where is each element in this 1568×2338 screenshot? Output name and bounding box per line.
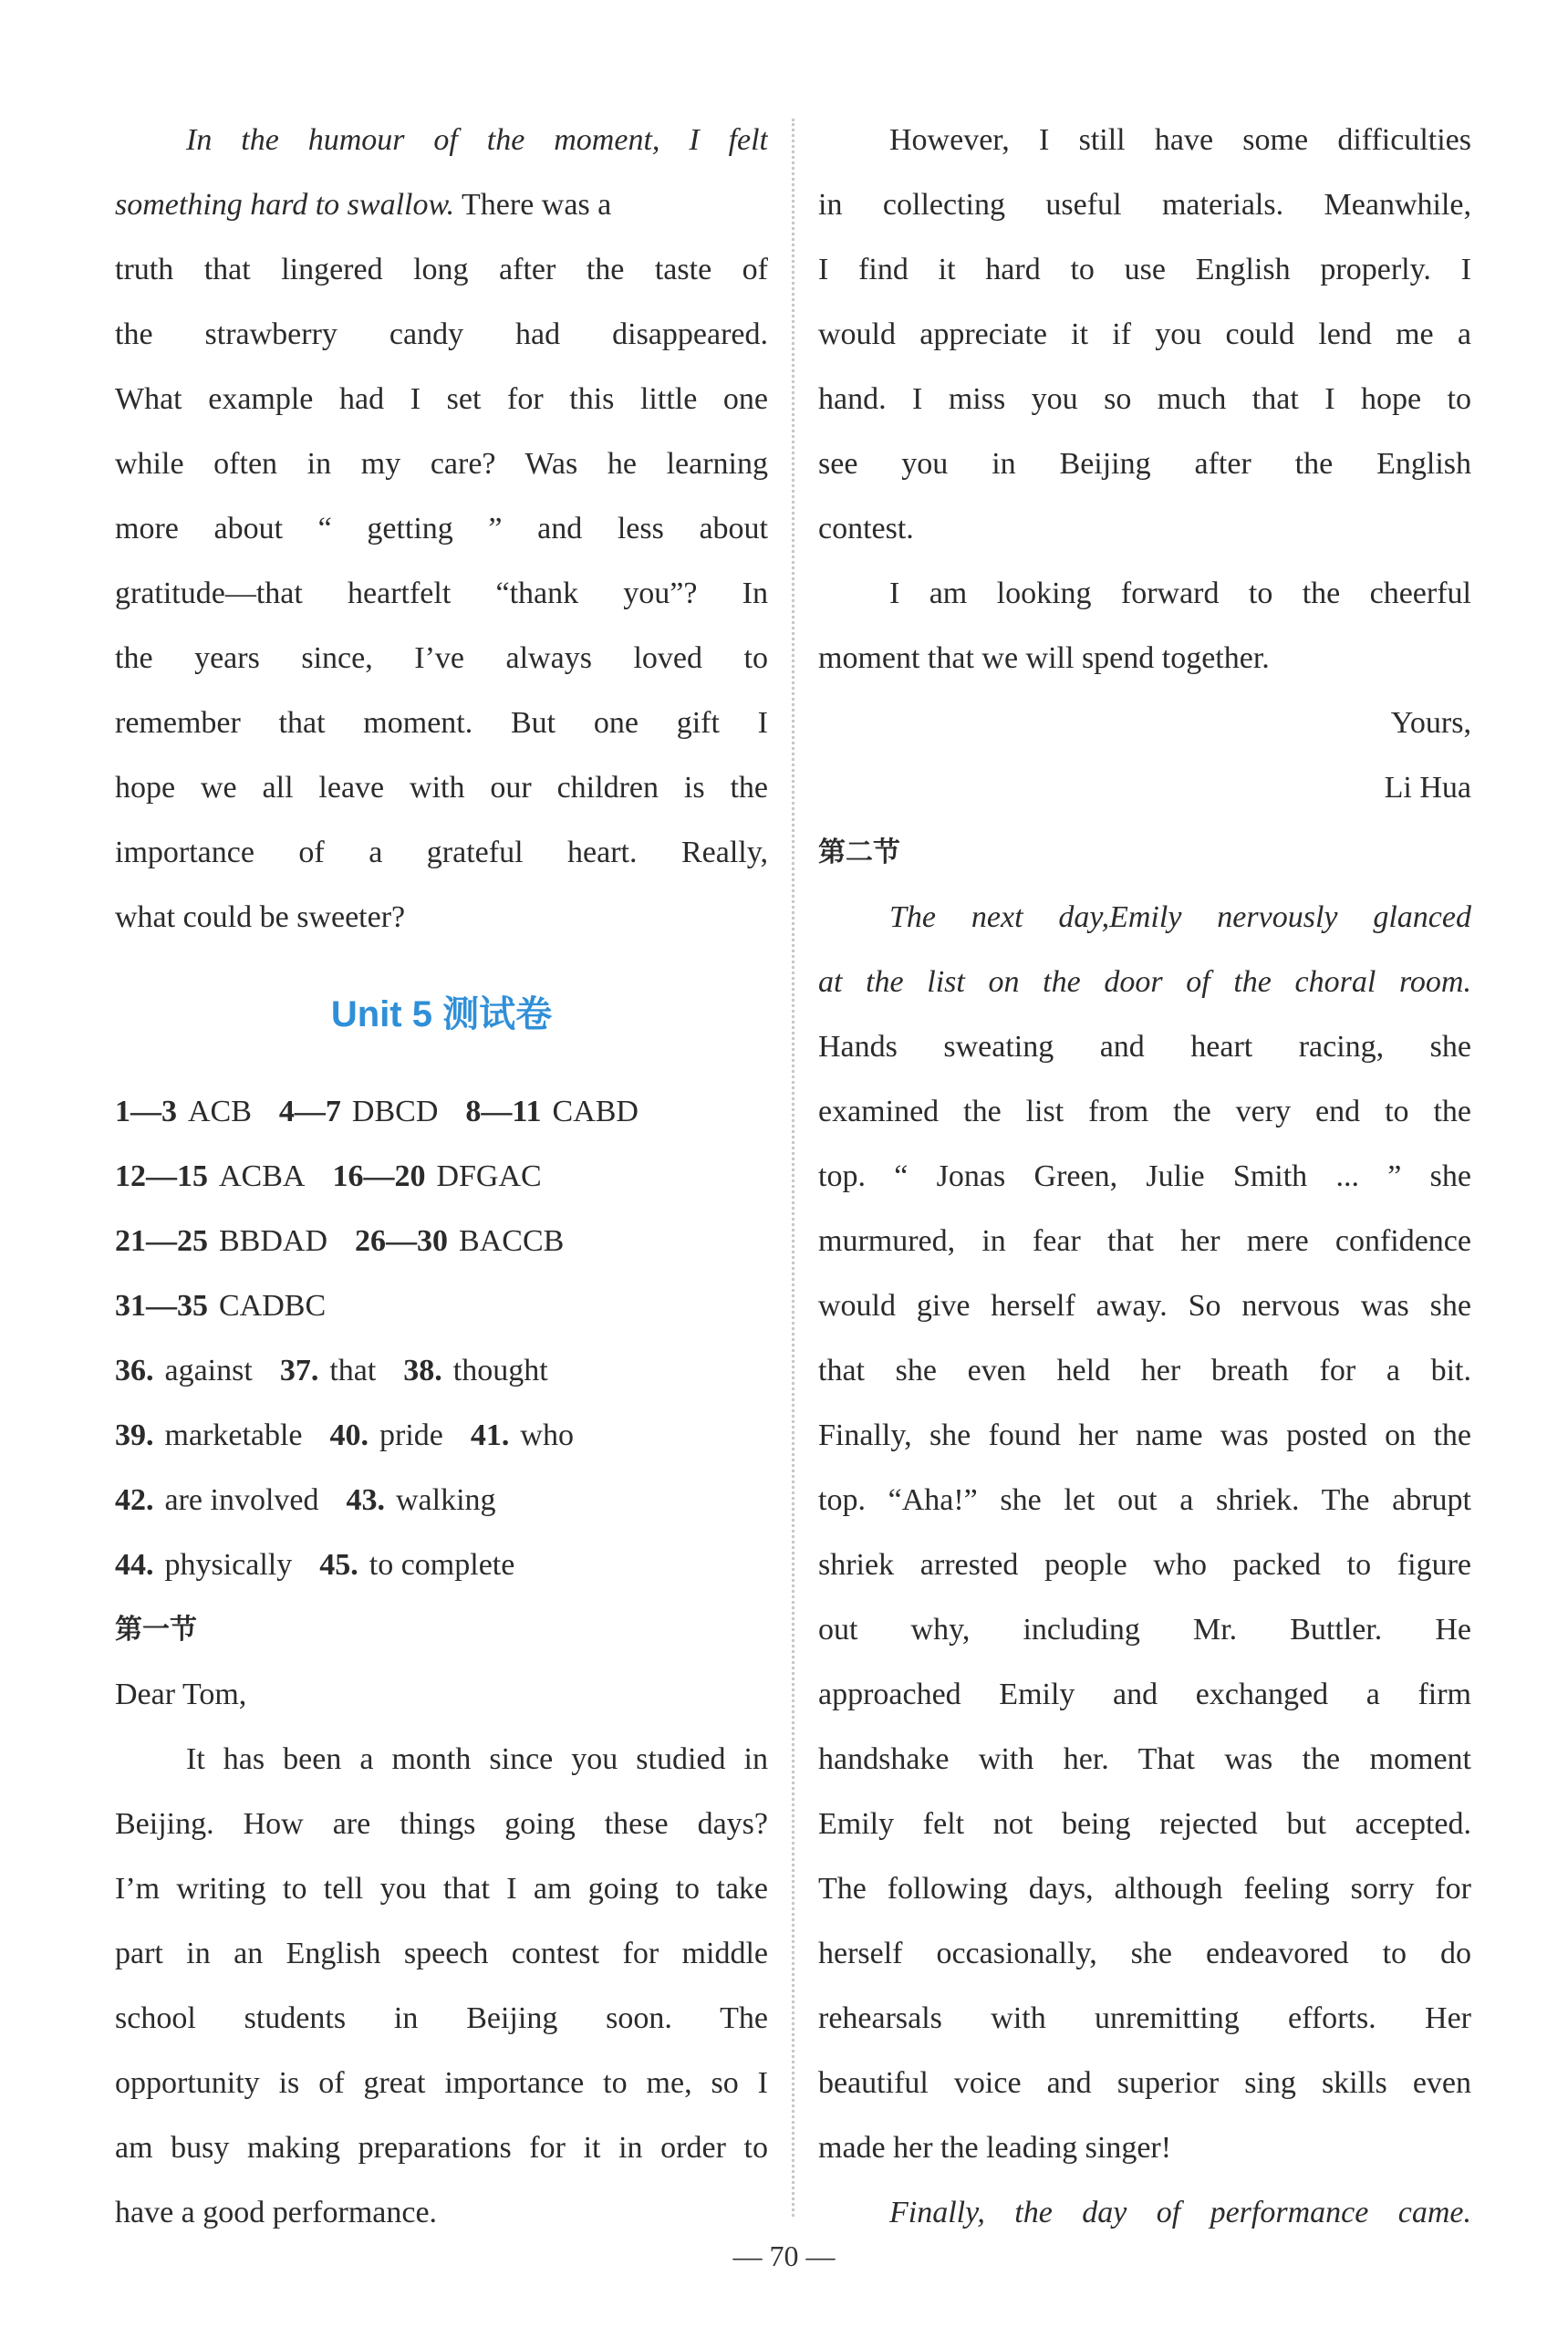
text-line: top. “ Jonas Green, Julie Smith ... ” she [818,1159,1471,1193]
answer-value: that [329,1354,377,1387]
text-line: murmured, in fear that her mere confidence [818,1224,1471,1258]
text-line: What example had I set for this little one [115,382,768,416]
text-line: hand. I miss you so much that I hope to [818,382,1471,416]
answer-row [115,1338,768,1403]
section-heading: 第一节 [115,1614,197,1646]
answer-value: physically [164,1548,293,1582]
answer-row [115,1273,768,1338]
text-line: The following days, although feeling sorry for [818,1872,1471,1906]
answer-value: ACB [188,1095,252,1128]
text-line: I find it hard to use English properly. I [818,253,1471,286]
answer-row [115,1468,768,1533]
answer-number: 40. [329,1418,369,1452]
text-line: have a good performance. [115,2196,438,2229]
story-continuation [818,885,1471,2180]
text-line: examined the list from the very end to the [818,1095,1471,1128]
text-line: approached Emily and exchanged a firm [818,1678,1471,1711]
text-line: Emily felt not being rejected but accepted. [818,1807,1471,1841]
text-line: remember that moment. But one gift I [115,706,768,740]
answer-number: 21—25 [115,1224,208,1258]
text-line: gratitude—that heartfelt “thank you”? In [115,577,768,610]
answer-value: are involved [164,1483,319,1517]
text-line: shriek arrested people who packed to figure [818,1548,1471,1582]
section-heading: 第二节 [818,836,900,868]
answer-value: against [164,1354,253,1387]
text-line: Finally, the day of performance came. [889,2196,1471,2229]
text-line: It has been a month since you studied in [186,1742,768,1776]
letter-paragraph [115,1727,768,2245]
text-line: moment that we will spend together. [818,641,1270,675]
answer-key [115,1079,768,1597]
answer-value: ACBA [219,1159,306,1193]
text-line: truth that lingered long after the taste of [115,253,768,286]
answer-value: walking [396,1483,496,1517]
answer-number: 26—30 [355,1224,449,1258]
text-line: school students in Beijing soon. The [115,2001,768,2035]
text-line: the strawberry candy had disappeared. [115,317,768,351]
answer-number: 45. [319,1548,358,1582]
answer-row [115,1533,768,1597]
right-column [818,108,1471,2245]
page-number: — 70 — [732,2239,836,2272]
text-line: what could be sweeter? [115,900,406,934]
text-line: Finally, she found her name was posted on the [818,1418,1471,1452]
column-divider [792,119,794,2217]
answer-value: CADBC [219,1289,327,1323]
answer-number: 39. [115,1418,154,1452]
text-line: more about “ getting ” and less about [115,512,768,546]
text-line: herself occasionally, she endeavored to do [818,1937,1471,1970]
text-line: at the list on the door of the choral room. [818,965,1471,999]
text-line: In the humour of the moment, I felt [186,123,768,157]
text-line: Hands sweating and heart racing, she [818,1030,1471,1064]
answer-number: 37. [279,1354,319,1387]
text-line: the years since, I’ve always loved to [115,641,768,675]
answer-value: who [520,1418,574,1452]
text-line: rehearsals with unremitting efforts. Her [818,2001,1471,2035]
text-line: made her the leading singer! [818,2131,1172,2165]
answer-value: to complete [369,1548,515,1582]
text-line: beautiful voice and superior sing skills even [818,2066,1471,2100]
letter-paragraph [818,108,1471,561]
answer-number: 1—3 [115,1095,177,1128]
text-line: I’m writing to tell you that I am going to take [115,1872,768,1906]
answer-value: DFGAC [436,1159,542,1193]
letter-signature: Li Hua [1384,771,1471,805]
answer-number: 8—11 [465,1095,542,1128]
text-line: importance of a grateful heart. Really, [115,836,768,869]
text-line: would give herself away. So nervous was she [818,1289,1471,1323]
text-line: in collecting useful materials. Meanwhile, [818,188,1471,222]
answer-number: 38. [403,1354,442,1387]
text-line: However, I still have some difficulties [889,123,1471,157]
text-line: that she even held her breath for a bit. [818,1354,1471,1387]
text-line: see you in Beijing after the English [818,447,1471,481]
answer-number: 12—15 [115,1159,208,1193]
answer-row [115,1144,768,1209]
text-span: something hard to swallow. [115,188,455,222]
answer-number: 43. [346,1483,385,1517]
text-line: I am looking forward to the cheerful [889,577,1471,610]
answer-row [115,1403,768,1468]
text-line: part in an English speech contest for middle [115,1937,768,1970]
answer-number: 42. [115,1483,154,1517]
text-line: while often in my care? Was he learning [115,447,768,481]
answer-row [115,1209,768,1273]
answer-value: pride [379,1418,443,1452]
letter-signoff: Yours, [1390,706,1471,740]
letter-salutation: Dear Tom, [115,1678,247,1711]
story-ending-paragraph [115,108,768,950]
text-line: handshake with her. That was the moment [818,1742,1471,1776]
text-line: Beijing. How are things going these days? [115,1807,768,1841]
answer-number: 36. [115,1354,154,1387]
closing-paragraph [818,561,1471,691]
text-line: The next day,Emily nervously glanced [889,900,1471,934]
answer-value: CABD [552,1095,639,1128]
answer-value: BACCB [459,1224,565,1258]
answer-number: 41. [470,1418,510,1452]
answer-number: 16—20 [332,1159,426,1193]
answer-value: DBCD [351,1095,439,1128]
text-span: There was a [454,188,612,222]
unit-title: Unit 5 测试卷 [330,994,553,1034]
answer-value: BBDAD [219,1224,328,1258]
text-line: would appreciate it if you could lend me a [818,317,1471,351]
answer-number: 44. [115,1548,154,1582]
answer-value: thought [452,1354,548,1387]
answer-number: 4—7 [278,1095,341,1128]
text-line: out why, including Mr. Buttler. He [818,1613,1471,1647]
answer-row [115,1079,768,1144]
text-line: am busy making preparations for it in order to [115,2131,768,2165]
left-column [115,108,768,2245]
answer-number: 31—35 [115,1289,208,1323]
answer-value: marketable [164,1418,303,1452]
text-line: opportunity is of great importance to me, so I [115,2066,768,2100]
text-line: top. “Aha!” she let out a shriek. The abrupt [818,1483,1471,1517]
text-line [115,172,768,237]
text-line: hope we all leave with our children is the [115,771,768,805]
text-line: contest. [818,512,914,546]
